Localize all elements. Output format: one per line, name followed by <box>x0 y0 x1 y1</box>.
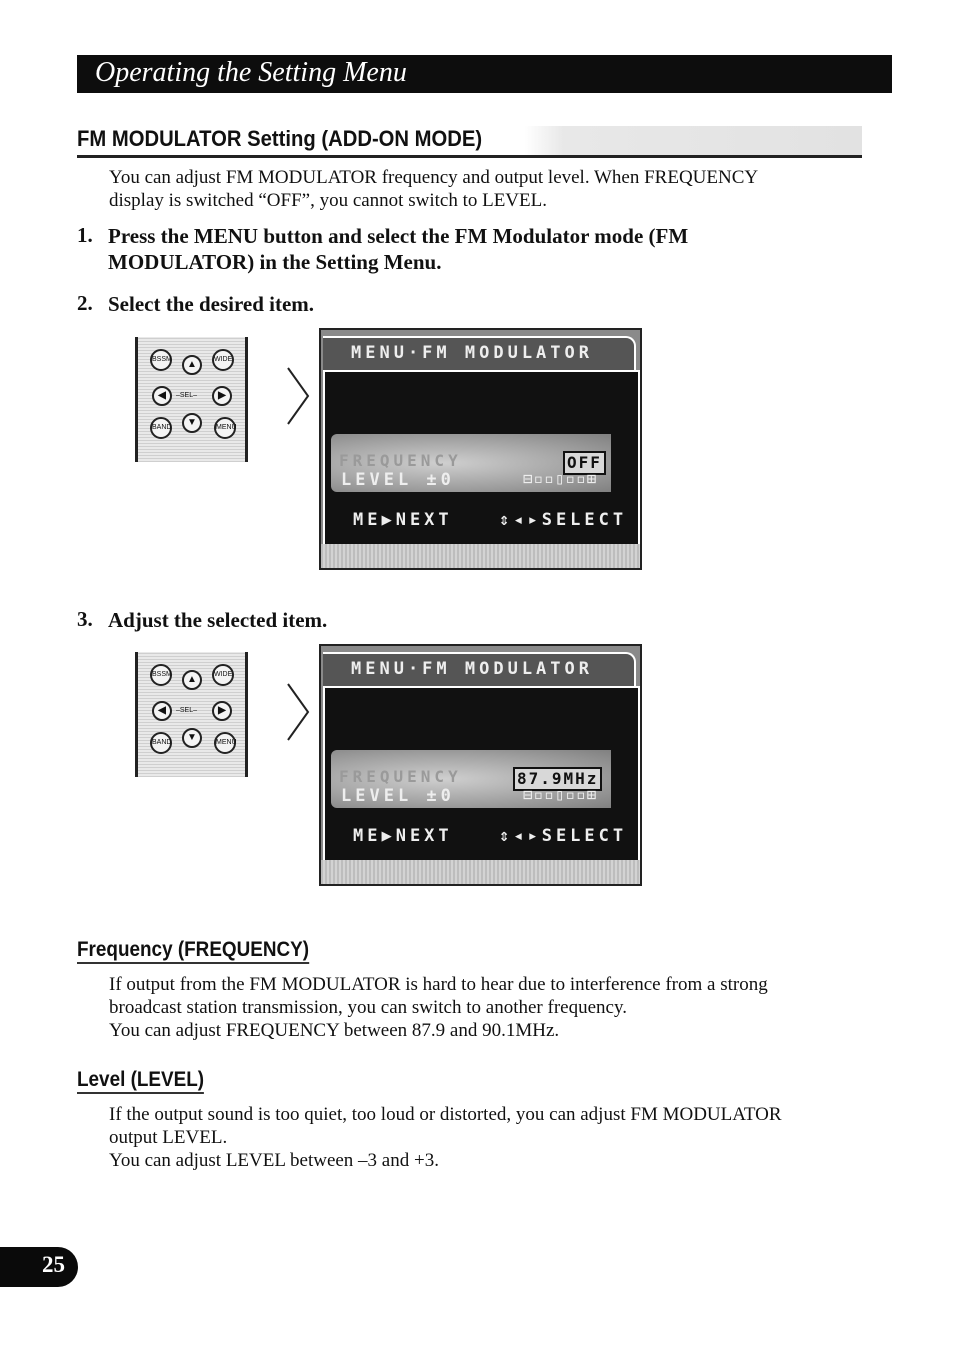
page-number-tab <box>0 1247 78 1287</box>
page-number: 25 <box>42 1252 65 1277</box>
banner-title: Operating the Setting Menu <box>95 57 407 88</box>
level-label: LEVEL ±0 <box>341 786 455 806</box>
step-1-line-2: MODULATOR) in the Setting Menu. <box>108 250 442 274</box>
band-button: BAND <box>150 417 172 439</box>
screen-title-bar <box>323 652 636 686</box>
level-line-1: If the output sound is too quiet, too loud or distorted, you can adjust FM MODULATOR <box>109 1104 782 1125</box>
frequency-label: FREQUENCY <box>339 451 462 470</box>
screen-title: MENU·FM MODULATOR <box>351 343 593 363</box>
intro-line-2: display is switched “OFF”, you cannot switch to LEVEL. <box>109 190 547 211</box>
right-arrow-icon: ▶ <box>212 701 232 721</box>
screen-body <box>323 686 640 862</box>
select-label: ⇕◂▸SELECT <box>499 510 628 530</box>
down-arrow-icon: ▼ <box>182 728 202 748</box>
step-1-line-1: Press the MENU button and select the FM Modulator mode (FM <box>108 224 689 248</box>
next-label: ME▶NEXT <box>353 826 453 846</box>
lcd-screen <box>319 644 642 886</box>
frequency-label: FREQUENCY <box>339 767 462 786</box>
left-arrow-icon: ◀ <box>152 701 172 721</box>
screen-body <box>323 370 640 546</box>
frequency-heading: Frequency (FREQUENCY) <box>77 938 309 964</box>
up-arrow-icon: ▲ <box>182 670 202 690</box>
step-3-text: Adjust the selected item. <box>108 608 328 632</box>
frequency-value: OFF <box>563 451 606 475</box>
sel-label: –SEL– <box>176 392 198 399</box>
frequency-value: 87.9MHz <box>513 767 602 791</box>
wide-button: WIDE <box>212 349 234 371</box>
lcd-screen <box>319 328 642 570</box>
step-3-number: 3. <box>77 607 93 631</box>
band-button: BAND <box>150 732 172 754</box>
step-2-text: Select the desired item. <box>108 292 315 316</box>
bsm-button: BSSM <box>150 349 172 371</box>
menu-button: MENU <box>214 417 236 439</box>
section-heading-text: FM MODULATOR Setting (ADD-ON MODE) <box>77 126 483 151</box>
screen-bottom-strip <box>321 860 640 884</box>
left-arrow-icon: ◀ <box>152 386 172 406</box>
intro-line-1: You can adjust FM MODULATOR frequency and output level. When FREQUENCY <box>109 167 759 188</box>
level-bar: ⊟▫▫▯▫▫⊞ <box>523 785 598 804</box>
remote-illustration <box>135 337 248 462</box>
menu-button: MENU <box>214 732 236 754</box>
bsm-button: BSSM <box>150 664 172 686</box>
next-label: ME▶NEXT <box>353 510 453 530</box>
screen-bottom-strip <box>321 544 640 568</box>
select-label: ⇕◂▸SELECT <box>499 826 628 846</box>
sel-label: –SEL– <box>176 707 198 714</box>
pointer-arrow-icon <box>286 366 310 426</box>
section-heading <box>77 126 862 158</box>
screen-title-bar <box>323 336 636 370</box>
down-arrow-icon: ▼ <box>182 413 202 433</box>
step-2-number: 2. <box>77 291 93 315</box>
remote-illustration <box>135 652 248 777</box>
frequency-line-1: If output from the FM MODULATOR is hard to hear due to interference from a strong <box>109 974 768 995</box>
frequency-line-2: broadcast station transmission, you can switch to another frequency. <box>109 997 627 1018</box>
pointer-arrow-icon <box>286 682 310 742</box>
step-1-number: 1. <box>77 223 93 247</box>
up-arrow-icon: ▲ <box>182 355 202 375</box>
level-line-3: You can adjust LEVEL between –3 and +3. <box>109 1150 439 1171</box>
level-heading: Level (LEVEL) <box>77 1068 204 1094</box>
screen-title: MENU·FM MODULATOR <box>351 659 593 679</box>
level-label: LEVEL ±0 <box>341 470 455 490</box>
level-bar: ⊟▫▫▯▫▫⊞ <box>523 469 598 488</box>
page-banner <box>77 55 892 93</box>
level-line-2: output LEVEL. <box>109 1127 228 1148</box>
right-arrow-icon: ▶ <box>212 386 232 406</box>
wide-button: WIDE <box>212 664 234 686</box>
frequency-line-3: You can adjust FREQUENCY between 87.9 and 90.1MHz. <box>109 1020 560 1041</box>
